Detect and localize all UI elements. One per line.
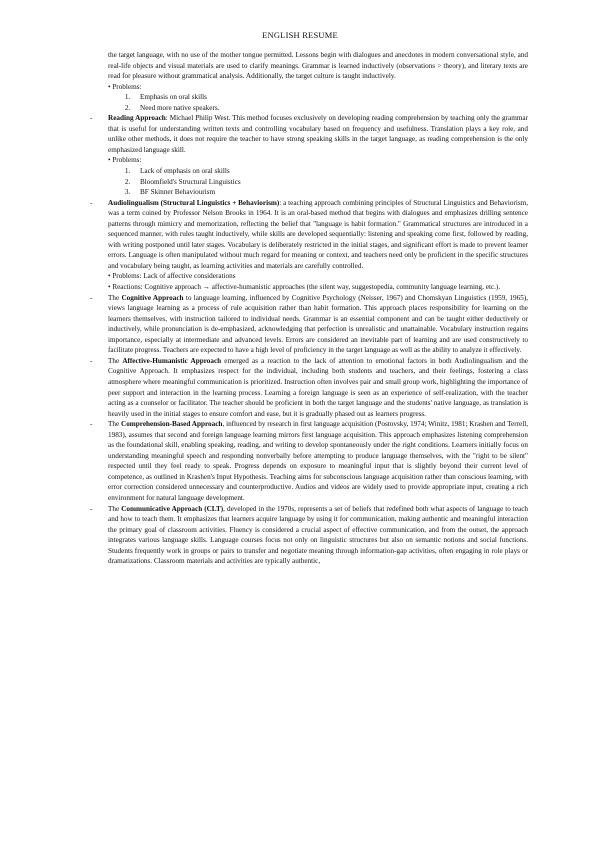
audiolingualism-section	[90, 198, 529, 293]
list-dash: -	[90, 293, 93, 302]
list-dash: -	[90, 420, 93, 429]
affective-humanistic-section	[90, 356, 528, 419]
section-paragraph	[108, 293, 528, 356]
section-title: Reading Approach	[108, 114, 166, 123]
section-text: emerged as a reaction to the lack of attention to emotional factors in both Audiolingualism and the Cognitive Approach. It emphasizes respect for the individual, including both students and teachers, and their feelings, fostering a class atmosphere where meaningful communication is prioritized. Instruction often involves pair and small group work, highlighting the importance of peer support and interaction in the learning process. Learning a foreign language is seen as an experience of self-realization, with the teacher acting as a counselor or facilitator. The teacher should be proficient in both the target language and the students' native language, as translation is heavily used in the initial stages to ensure comfort and ease, but it is gradually phased out as learners progress.	[108, 356, 528, 418]
list-dash: -	[90, 356, 93, 365]
list-item: 2. Bloomfield's Structural Linguistics	[132, 177, 528, 188]
section-paragraph	[108, 113, 528, 155]
section-text: to language learning, influenced by Cognitive Psychology (Neisser, 1967) and Chomskyan Linguistics (1959, 1965), views language learning as a process of rule acquisition rather than habit formation. This approach places responsibility for learning on the learners themselves, with instruction tailored to individual needs. Grammar is an essential component and can be taught either deductively or inductively, while pronunciation is de-emphasized, acknowledging that perfection is unrealistic and unattainable. Vocabulary instruction regains importance, especially at intermediate and advanced levels. Errors are considered an inevitable part of learning and are used constructively to facilitate progress. Teachers are expected to have a high level of proficiency in the target language as well as the ability to analyze it effectively.	[108, 293, 529, 355]
section-paragraph	[108, 356, 528, 419]
section-paragraph	[108, 198, 528, 272]
list-item: 2. Need more native speakers.	[132, 103, 528, 114]
reading-approach-section	[90, 113, 528, 197]
document-body	[90, 50, 529, 567]
list-item: 1. Emphasis on oral skills	[132, 92, 528, 103]
section-prefix: The	[108, 356, 123, 365]
list-item: 1. Lack of emphasis on oral skills	[132, 166, 528, 177]
section-prefix: The	[108, 504, 122, 513]
section-paragraph	[108, 504, 528, 567]
problems-line: • Problems: Lack of affective considerations	[108, 272, 236, 281]
section-title: Comprehension-Based Approach	[121, 420, 223, 429]
page-header: ENGLISH RESUME	[262, 30, 338, 40]
section-title: Affective-Humanistic Approach	[122, 356, 222, 365]
section-title: Communicative Approach (CLT)	[121, 504, 224, 513]
list-item: 3. BF Skinner Behaviourism	[132, 187, 528, 198]
section-paragraph	[108, 419, 528, 503]
list-dash: -	[90, 504, 93, 513]
section-text: : a teaching approach combining principles of Structural Linguistics and Behaviorism, was a term coined by Professor Nelson Brooks in 1964. It is an oral-based method that begins with dialogues and emphasizes drilling sentence patterns through mimicry and memorization, reflecting the belief that "language is habit formation." Grammatical structures are introduced in a sequenced manner, with rules taught inductively, while skills are developed sequentially: listening and speaking come first, followed by reading, with writing postponed until later stages. Vocabulary is deliberately restricted in the initial stages, and significant effort is made to prevent learner errors. Language is often manipulated without much regard for meaning or context, and teachers need only be proficient in the specific structures and vocabulary being taught, as learning activities and materials are carefully controlled.	[108, 198, 529, 270]
list-dash: -	[90, 114, 93, 123]
intro-paragraph: the target language, with no use of the mother tongue permitted. Lessons begin with dialogues and anecdotes in modern conversational style, and real-life objects and visual materials are used to clarify meanings. Grammar is learned inductively (observations > theory), and literary texts are read for pleasure without grammatical analysis. Additionally, the target culture is taught inductively.	[108, 51, 528, 81]
problems-label: • Problems:	[108, 156, 142, 165]
direct-method-continuation	[108, 50, 528, 113]
section-prefix: The	[108, 293, 122, 302]
section-text: , influenced by research in first language acquisition (Postovsky, 1974; Winitz, 1981; Krashen and Terrell, 1983), assumes that second and foreign language learning mirrors first language acquisition. This approach emphasizes listening comprehension as the foundational skill, enabling speaking, reading, and writing to develop spontaneously under the right conditions. Learners initially focus on understanding meaningful speech and responding nonverbally before attempting to produce language themselves, with the "right to be silent" respected until they feel ready to speak. Progress depends on exposure to meaningful input that is slightly beyond their current level of competence, as outlined in Krashen's Input Hypothesis. Teaching aims for subconscious language acquisition rather than conscious learning, with error correction considered unnecessary and counterproductive. Audios and videos are widely used to provide appropriate input, creating a rich environment for natural language development.	[108, 420, 528, 502]
problems-list	[108, 92, 528, 113]
section-text: : Michael Philip West. This method focuses exclusively on developing reading comprehension by teaching only the grammar that is useful for understanding written texts and controlling vocabulary based on frequency and usefulness. Translation plays a key role, and unlike other methods, it does not require the teacher to have strong speaking skills in the target language, as reading comprehension is the only emphasized language skill.	[108, 114, 528, 154]
communicative-approach-section	[90, 504, 528, 567]
reactions-line: • Reactions: Cognitive approach → affective-humanistic approaches (the silent way, suggestopedia, community language learning, etc.).	[108, 283, 501, 292]
section-title: Audiolingualism (Structural Linguistics + Behaviorism)	[108, 198, 280, 207]
section-text: , developed in the 1970s, represents a set of beliefs that redefined both what aspects of language to teach and how to teach them. It emphasizes that learners acquire language by using it for communication, making authentic and meaningful interaction the primary goal of classroom activities. Fluency is considered a crucial aspect of effective communication, and from the outset, the approach integrates various language skills. Language courses focus not only on linguistic structures but also on semantic notions and social functions. Students frequently work in groups or pairs to transfer and negotiate meaning through information-gap activities, often engaging in role plays or dramatizations. Classroom materials and activities are typically authentic,	[108, 504, 528, 566]
problems-list	[108, 166, 528, 198]
list-dash: -	[90, 198, 93, 207]
cognitive-approach-section	[90, 293, 529, 356]
problems-label: • Problems:	[108, 82, 142, 91]
section-prefix: The	[108, 420, 122, 429]
section-title: Cognitive Approach	[121, 293, 184, 302]
comprehension-based-section	[90, 419, 528, 503]
